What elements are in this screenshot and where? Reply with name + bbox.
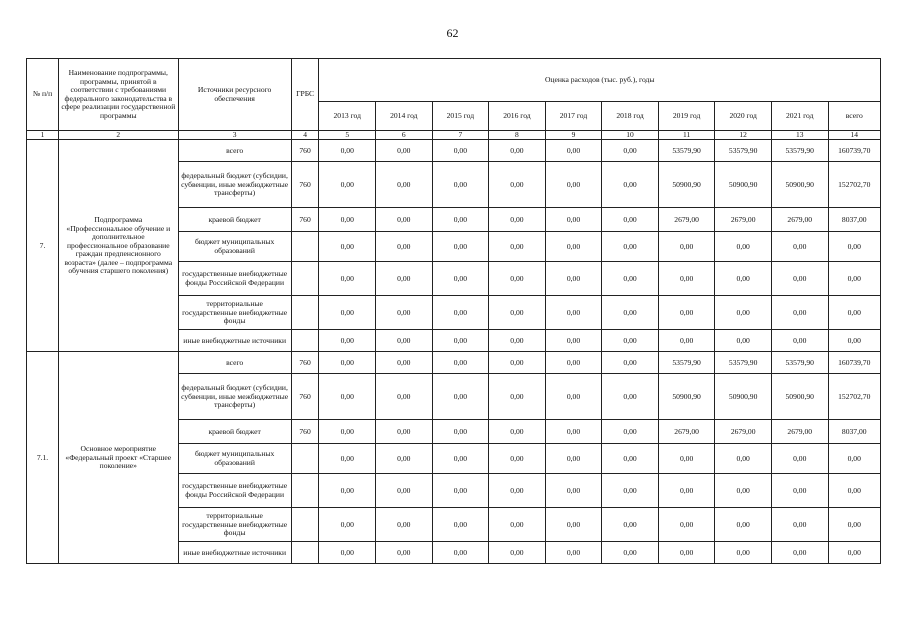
value-cell: 0,00 (828, 474, 880, 508)
table-row (27, 352, 881, 374)
value-cell: 53579,90 (658, 140, 715, 162)
value-cell: 0,00 (828, 444, 880, 474)
value-cell: 0,00 (489, 262, 546, 296)
value-cell: 0,00 (545, 542, 602, 564)
header-name: Наименование подпрограммы, программы, принятой в соответствии с требованиями федерального законодательства в сфере реализации государственной программы (59, 59, 179, 131)
value-cell: 0,00 (432, 208, 489, 232)
value-cell: 0,00 (658, 262, 715, 296)
value-cell: 0,00 (432, 232, 489, 262)
column-number-cell: 14 (828, 131, 880, 140)
value-cell: 0,00 (319, 296, 376, 330)
value-cell: 0,00 (771, 330, 828, 352)
value-cell: 2679,00 (658, 208, 715, 232)
value-cell: 0,00 (376, 262, 433, 296)
value-cell: 0,00 (602, 508, 659, 542)
value-cell: 0,00 (545, 140, 602, 162)
value-cell: 0,00 (545, 208, 602, 232)
value-cell: 0,00 (489, 208, 546, 232)
value-cell: 0,00 (319, 420, 376, 444)
budget-table (26, 58, 881, 564)
year-header-cell: 2020 год (715, 102, 772, 131)
value-cell: 0,00 (376, 296, 433, 330)
value-cell: 53579,90 (771, 140, 828, 162)
value-cell: 0,00 (432, 374, 489, 420)
year-header-cell: 2014 год (376, 102, 433, 131)
value-cell: 50900,90 (658, 374, 715, 420)
value-cell: 0,00 (545, 330, 602, 352)
grbs-cell (291, 542, 319, 564)
value-cell: 0,00 (602, 296, 659, 330)
value-cell: 0,00 (545, 374, 602, 420)
value-cell: 0,00 (432, 162, 489, 208)
value-cell: 50900,90 (658, 162, 715, 208)
program-name-cell: Основное мероприятие «Федеральный проект «Старшее поколение» (59, 352, 179, 564)
value-cell: 8037,00 (828, 420, 880, 444)
table-row (27, 140, 881, 162)
value-cell: 0,00 (432, 330, 489, 352)
year-header-cell: 2019 год (658, 102, 715, 131)
value-cell: 0,00 (771, 296, 828, 330)
value-cell: 0,00 (489, 140, 546, 162)
grbs-cell (291, 232, 319, 262)
value-cell: 2679,00 (715, 420, 772, 444)
value-cell: 0,00 (376, 444, 433, 474)
value-cell: 0,00 (376, 420, 433, 444)
value-cell: 0,00 (715, 262, 772, 296)
grbs-cell (291, 262, 319, 296)
year-header-cell: всего (828, 102, 880, 131)
value-cell: 0,00 (658, 296, 715, 330)
value-cell: 0,00 (319, 232, 376, 262)
value-cell: 0,00 (602, 352, 659, 374)
column-number-cell: 10 (602, 131, 659, 140)
value-cell: 2679,00 (771, 420, 828, 444)
value-cell: 152702,70 (828, 374, 880, 420)
value-cell: 0,00 (602, 140, 659, 162)
program-name-cell: Подпрограмма «Профессиональное обучение и дополнительное профессиональное образование граждан предпенсионного возраста» (далее – подпрограмма обучения старшего поколения) (59, 140, 179, 352)
value-cell: 0,00 (545, 420, 602, 444)
column-number-cell: 6 (376, 131, 433, 140)
value-cell: 0,00 (602, 162, 659, 208)
column-number-cell: 3 (178, 131, 291, 140)
year-header-cell: 2021 год (771, 102, 828, 131)
year-header-cell: 2013 год (319, 102, 376, 131)
row-number-cell: 7.1. (27, 352, 59, 564)
value-cell: 0,00 (376, 232, 433, 262)
value-cell: 53579,90 (715, 140, 772, 162)
header-num: № п/п (27, 59, 59, 131)
value-cell: 152702,70 (828, 162, 880, 208)
value-cell: 0,00 (432, 296, 489, 330)
source-cell: бюджет муниципальных образований (178, 444, 291, 474)
value-cell: 0,00 (828, 262, 880, 296)
value-cell: 53579,90 (715, 352, 772, 374)
value-cell: 0,00 (715, 444, 772, 474)
header-grbs: ГРБС (291, 59, 319, 131)
page-number: 62 (446, 26, 459, 40)
value-cell: 0,00 (489, 232, 546, 262)
value-cell: 0,00 (489, 352, 546, 374)
source-cell: иные внебюджетные источники (178, 330, 291, 352)
value-cell: 0,00 (602, 208, 659, 232)
value-cell: 160739,70 (828, 140, 880, 162)
source-cell: краевой бюджет (178, 208, 291, 232)
value-cell: 0,00 (771, 262, 828, 296)
value-cell: 2679,00 (658, 420, 715, 444)
value-cell: 0,00 (376, 162, 433, 208)
value-cell: 0,00 (828, 330, 880, 352)
value-cell: 0,00 (828, 296, 880, 330)
grbs-cell (291, 330, 319, 352)
value-cell: 160739,70 (828, 352, 880, 374)
value-cell: 0,00 (319, 162, 376, 208)
value-cell: 0,00 (545, 444, 602, 474)
year-header-cell: 2015 год (432, 102, 489, 131)
year-header-cell: 2018 год (602, 102, 659, 131)
value-cell: 0,00 (489, 162, 546, 208)
column-number-cell: 9 (545, 131, 602, 140)
value-cell: 0,00 (432, 140, 489, 162)
column-number-cell: 7 (432, 131, 489, 140)
value-cell: 0,00 (658, 474, 715, 508)
value-cell: 0,00 (489, 374, 546, 420)
column-number-cell: 12 (715, 131, 772, 140)
value-cell: 0,00 (828, 232, 880, 262)
grbs-cell (291, 508, 319, 542)
grbs-cell (291, 444, 319, 474)
grbs-cell: 760 (291, 420, 319, 444)
value-cell: 0,00 (715, 474, 772, 508)
value-cell: 0,00 (715, 542, 772, 564)
value-cell: 0,00 (319, 208, 376, 232)
value-cell: 0,00 (319, 352, 376, 374)
source-cell: федеральный бюджет (субсидии, субвенции, иные межбюджетные трансферты) (178, 374, 291, 420)
value-cell: 0,00 (771, 542, 828, 564)
value-cell: 0,00 (545, 352, 602, 374)
value-cell: 50900,90 (715, 162, 772, 208)
value-cell: 0,00 (658, 508, 715, 542)
value-cell: 0,00 (489, 420, 546, 444)
value-cell: 0,00 (715, 296, 772, 330)
value-cell: 0,00 (602, 262, 659, 296)
grbs-cell: 760 (291, 208, 319, 232)
column-number-row (27, 131, 881, 140)
value-cell: 0,00 (376, 374, 433, 420)
value-cell: 0,00 (715, 508, 772, 542)
value-cell: 0,00 (715, 232, 772, 262)
source-cell: краевой бюджет (178, 420, 291, 444)
value-cell: 0,00 (489, 508, 546, 542)
source-cell: территориальные государственные внебюджетные фонды (178, 508, 291, 542)
column-number-cell: 13 (771, 131, 828, 140)
value-cell: 0,00 (432, 508, 489, 542)
value-cell: 0,00 (602, 330, 659, 352)
value-cell: 0,00 (545, 162, 602, 208)
grbs-cell: 760 (291, 374, 319, 420)
value-cell: 0,00 (489, 474, 546, 508)
source-cell: территориальные государственные внебюджетные фонды (178, 296, 291, 330)
value-cell: 0,00 (602, 444, 659, 474)
column-number-cell: 4 (291, 131, 319, 140)
grbs-cell (291, 296, 319, 330)
value-cell: 0,00 (432, 542, 489, 564)
value-cell: 0,00 (658, 444, 715, 474)
value-cell: 0,00 (489, 330, 546, 352)
value-cell: 0,00 (828, 508, 880, 542)
value-cell: 0,00 (602, 374, 659, 420)
source-cell: государственные внебюджетные фонды Российской Федерации (178, 262, 291, 296)
year-header-cell: 2017 год (545, 102, 602, 131)
grbs-cell: 760 (291, 162, 319, 208)
source-cell: государственные внебюджетные фонды Российской Федерации (178, 474, 291, 508)
value-cell: 0,00 (432, 262, 489, 296)
value-cell: 0,00 (319, 444, 376, 474)
year-header-cell: 2016 год (489, 102, 546, 131)
value-cell: 0,00 (319, 330, 376, 352)
value-cell: 0,00 (376, 330, 433, 352)
column-number-cell: 11 (658, 131, 715, 140)
value-cell: 0,00 (432, 444, 489, 474)
row-number-cell: 7. (27, 140, 59, 352)
value-cell: 0,00 (319, 542, 376, 564)
value-cell: 0,00 (771, 474, 828, 508)
value-cell: 53579,90 (771, 352, 828, 374)
column-number-cell: 5 (319, 131, 376, 140)
value-cell: 0,00 (545, 232, 602, 262)
value-cell: 0,00 (319, 262, 376, 296)
value-cell: 50900,90 (771, 374, 828, 420)
value-cell: 0,00 (658, 330, 715, 352)
grbs-cell (291, 474, 319, 508)
column-number-cell: 8 (489, 131, 546, 140)
value-cell: 0,00 (602, 542, 659, 564)
value-cell: 0,00 (432, 352, 489, 374)
value-cell: 0,00 (319, 374, 376, 420)
value-cell: 0,00 (828, 542, 880, 564)
value-cell: 0,00 (602, 420, 659, 444)
value-cell: 0,00 (319, 474, 376, 508)
header-row (27, 59, 881, 102)
value-cell: 2679,00 (771, 208, 828, 232)
source-cell: федеральный бюджет (субсидии, субвенции, иные межбюджетные трансферты) (178, 162, 291, 208)
value-cell: 0,00 (319, 140, 376, 162)
value-cell: 0,00 (319, 508, 376, 542)
value-cell: 0,00 (545, 474, 602, 508)
value-cell: 0,00 (432, 420, 489, 444)
column-number-cell: 1 (27, 131, 59, 140)
value-cell: 0,00 (602, 232, 659, 262)
grbs-cell: 760 (291, 140, 319, 162)
value-cell: 0,00 (545, 296, 602, 330)
value-cell: 0,00 (376, 352, 433, 374)
source-cell: всего (178, 140, 291, 162)
value-cell: 0,00 (432, 474, 489, 508)
value-cell: 8037,00 (828, 208, 880, 232)
value-cell: 0,00 (376, 208, 433, 232)
source-cell: бюджет муниципальных образований (178, 232, 291, 262)
value-cell: 0,00 (715, 330, 772, 352)
value-cell: 50900,90 (715, 374, 772, 420)
value-cell: 0,00 (489, 444, 546, 474)
column-number-cell: 2 (59, 131, 179, 140)
value-cell: 0,00 (376, 474, 433, 508)
value-cell: 50900,90 (771, 162, 828, 208)
value-cell: 0,00 (771, 444, 828, 474)
value-cell: 2679,00 (715, 208, 772, 232)
value-cell: 0,00 (376, 508, 433, 542)
value-cell: 0,00 (489, 296, 546, 330)
grbs-cell: 760 (291, 352, 319, 374)
value-cell: 0,00 (602, 474, 659, 508)
header-source: Источники ресурсного обеспечения (178, 59, 291, 131)
value-cell: 0,00 (658, 542, 715, 564)
value-cell: 0,00 (376, 140, 433, 162)
value-cell: 0,00 (545, 508, 602, 542)
header-estimate: Оценка расходов (тыс. руб.), годы (319, 59, 881, 102)
source-cell: иные внебюджетные источники (178, 542, 291, 564)
value-cell: 0,00 (376, 542, 433, 564)
source-cell: всего (178, 352, 291, 374)
value-cell: 0,00 (771, 232, 828, 262)
value-cell: 0,00 (771, 508, 828, 542)
value-cell: 0,00 (658, 232, 715, 262)
value-cell: 0,00 (545, 262, 602, 296)
value-cell: 0,00 (489, 542, 546, 564)
value-cell: 53579,90 (658, 352, 715, 374)
